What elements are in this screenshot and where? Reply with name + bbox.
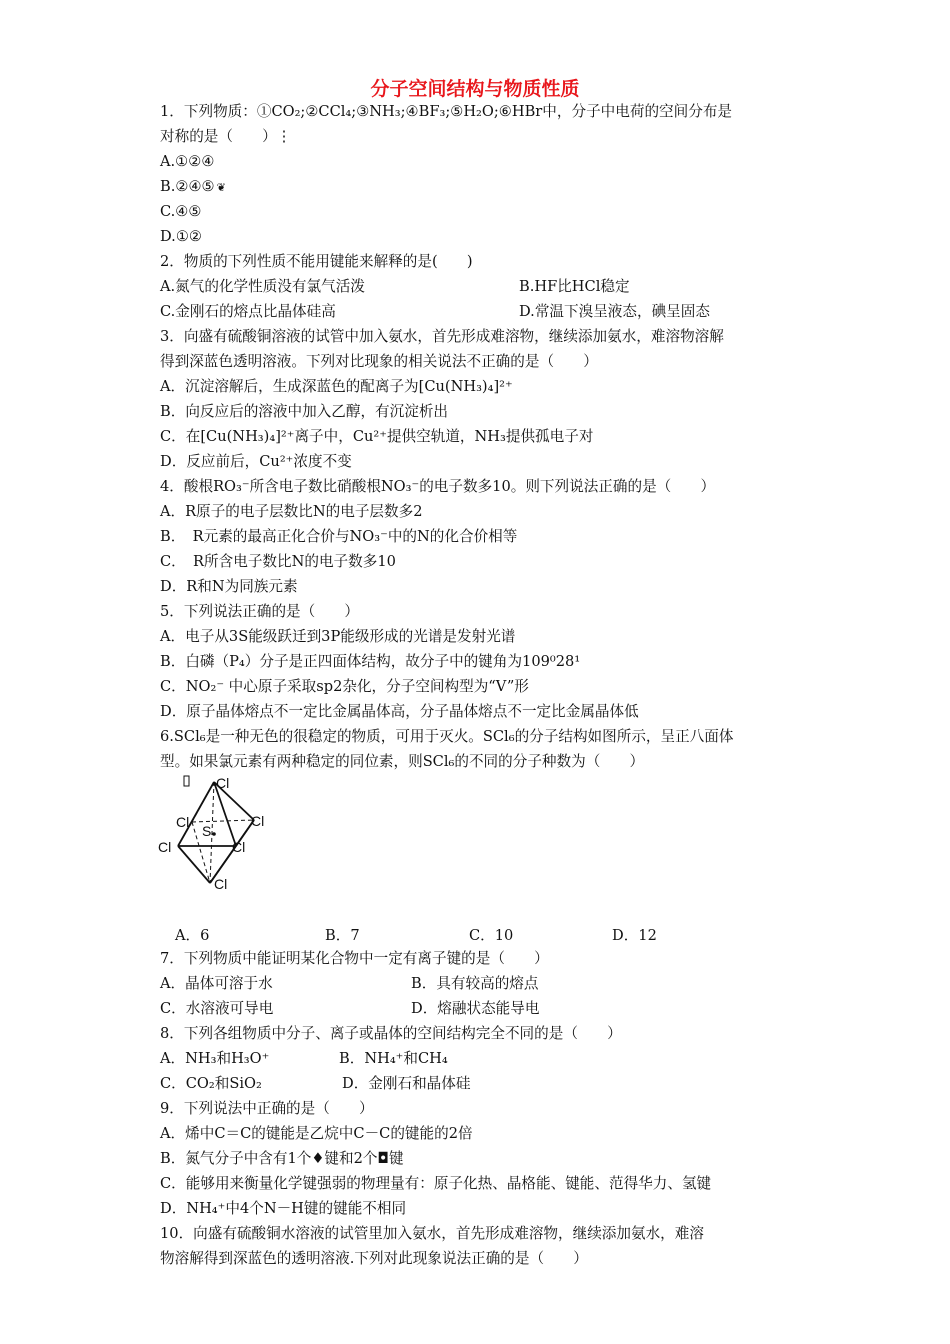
q3-stem-cont: 得到深蓝色透明溶液。下列对比现象的相关说法不正确的是（ ） (160, 353, 598, 370)
octahedron-edges (178, 782, 254, 883)
q10-stem-cont: 物溶解得到深蓝色的透明溶液.下列对此现象说法正确的是（ ） (160, 1250, 588, 1267)
q5-option-a: A．电子从3S能级跃迁到3P能级形成的光谱是发射光谱 (160, 628, 516, 645)
q1-option-d: D.①② (160, 228, 202, 245)
q2-option-c: C.金刚石的熔点比晶体硅高 (160, 303, 336, 320)
q6-option-d: D．12 (612, 927, 657, 944)
cl-label-back-left: Cl (176, 814, 190, 830)
q6-option-a: A．6 (175, 927, 210, 944)
q7-option-a: A．晶体可溶于水 (160, 975, 273, 992)
q2-option-a: A.氮气的化学性质没有氯气活泼 (160, 278, 365, 295)
q9-option-d: D．NH₄⁺中4个N－H键的键能不相同 (160, 1200, 407, 1217)
cl-label-front-right: Cl (232, 839, 246, 855)
cl-label-left: Cl (158, 839, 172, 855)
q5-option-d: D．原子晶体熔点不一定比金属晶体高，分子晶体熔点不一定比金属晶体低 (160, 703, 639, 720)
q3-stem: 3．向盛有硫酸铜溶液的试管中加入氨水，首先形成难溶物，继续添加氨水，难溶物溶解 (160, 328, 724, 345)
small-marker-icon (184, 776, 189, 786)
q4-option-c: C． R所含电子数比N的电子数多10 (160, 553, 396, 570)
q2-option-b: B.HF比HCl稳定 (519, 278, 630, 295)
q8-option-b: B．NH₄⁺和CH₄ (339, 1050, 448, 1067)
q7-stem: 7．下列物质中能证明某化合物中一定有离子键的是（ ） (160, 950, 549, 967)
q4-stem: 4．酸根RO₃⁻所含电子数比硝酸根NO₃⁻的电子数多10。则下列说法正确的是（ ） (160, 478, 716, 495)
q7-option-b: B．具有较高的熔点 (411, 975, 539, 992)
q3-option-c: C．在[Cu(NH₃)₄]²⁺离子中，Cu²⁺提供空轨道，NH₃提供孤电子对 (160, 428, 594, 445)
s-center-dot (212, 832, 216, 836)
q9-option-a: A．烯中C＝C的键能是乙烷中C－C的键能的2倍 (160, 1125, 473, 1142)
q4-option-b: B． R元素的最高正化合价与NO₃⁻中的N的化合价相等 (160, 528, 518, 545)
q1-option-c: C.④⑤ (160, 203, 202, 220)
q2-stem: 2．物质的下列性质不能用键能来解释的是( ) (160, 253, 473, 270)
q5-stem: 5．下列说法正确的是（ ） (160, 603, 360, 620)
q6-option-c: C．10 (469, 927, 514, 944)
q3-option-b: B．向反应后的溶液中加入乙醇，有沉淀析出 (160, 403, 449, 420)
hidden-edges (178, 782, 254, 883)
q4-option-d: D．R和N为同族元素 (160, 578, 298, 595)
q1-option-b: B.②④⑤ ❦ (160, 178, 226, 195)
mouse-glyph-icon: ❦ (216, 181, 226, 194)
q2-option-d: D.常温下溴呈液态，碘呈固态 (519, 303, 710, 320)
q6-option-b: B．7 (325, 927, 360, 944)
q3-option-a: A．沉淀溶解后，生成深蓝色的配离子为[Cu(NH₃)₄]²⁺ (160, 378, 513, 395)
q7-option-d: D．熔融状态能导电 (411, 1000, 540, 1017)
q10-stem: 10．向盛有硫酸铜水溶液的试管里加入氨水，首先形成难溶物，继续添加氨水，难溶 (160, 1225, 704, 1242)
cl-label-bottom: Cl (214, 876, 228, 892)
q7-option-c: C．水溶液可导电 (160, 1000, 274, 1017)
q8-option-a: A．NH₃和H₃O⁺ (160, 1050, 270, 1067)
q5-option-c: C．NO₂⁻ 中心原子采取sp2杂化，分子空间构型为“V”形 (160, 678, 529, 695)
q6-stem: 6.SCl₆是一种无色的很稳定的物质，可用于灭火。SCl₆的分子结构如图所示，呈正八面体 (160, 728, 734, 745)
q6-stem-cont: 型。如果氯元素有两种稳定的同位素，则SCl₆的不同的分子种数为（ ） (160, 753, 645, 770)
q9-option-b: B．氮气分子中含有1个♦键和2个◘键 (160, 1150, 404, 1167)
q9-option-c: C．能够用来衡量化学键强弱的物理量有：原子化热、晶格能、键能、范得华力、氢键 (160, 1175, 712, 1192)
q1-option-a: A.①②④ (160, 153, 215, 170)
q8-option-c: C．CO₂和SiO₂ (160, 1075, 262, 1092)
q9-stem: 9．下列说法中正确的是（ ） (160, 1100, 374, 1117)
q1-stem: 1．下列物质：①CO₂;②CCl₄;③NH₃;④BF₃;⑤H₂O;⑥HBr中，分子中电荷的空间分布是 (160, 103, 733, 120)
q8-stem: 8．下列各组物质中分子、离子或晶体的空间结构完全不同的是（ ） (160, 1025, 622, 1042)
q3-option-d: D．反应前后，Cu²⁺浓度不变 (160, 453, 352, 470)
q4-option-a: A．R原子的电子层数比N的电子层数多2 (160, 503, 423, 520)
q5-option-b: B．白磷（P₄）分子是正四面体结构，故分子中的键角为109⁰28¹ (160, 653, 581, 670)
cl-label-right: Cl (251, 813, 265, 829)
q8-option-d: D．金刚石和晶体硅 (342, 1075, 471, 1092)
q1-stem-cont: 对称的是（ ）⋮ (160, 128, 292, 145)
page-title: 分子空间结构与物质性质 (370, 78, 580, 100)
s-label: S (202, 823, 212, 839)
octahedron-diagram (150, 768, 280, 898)
cl-label-top: Cl (216, 775, 230, 791)
